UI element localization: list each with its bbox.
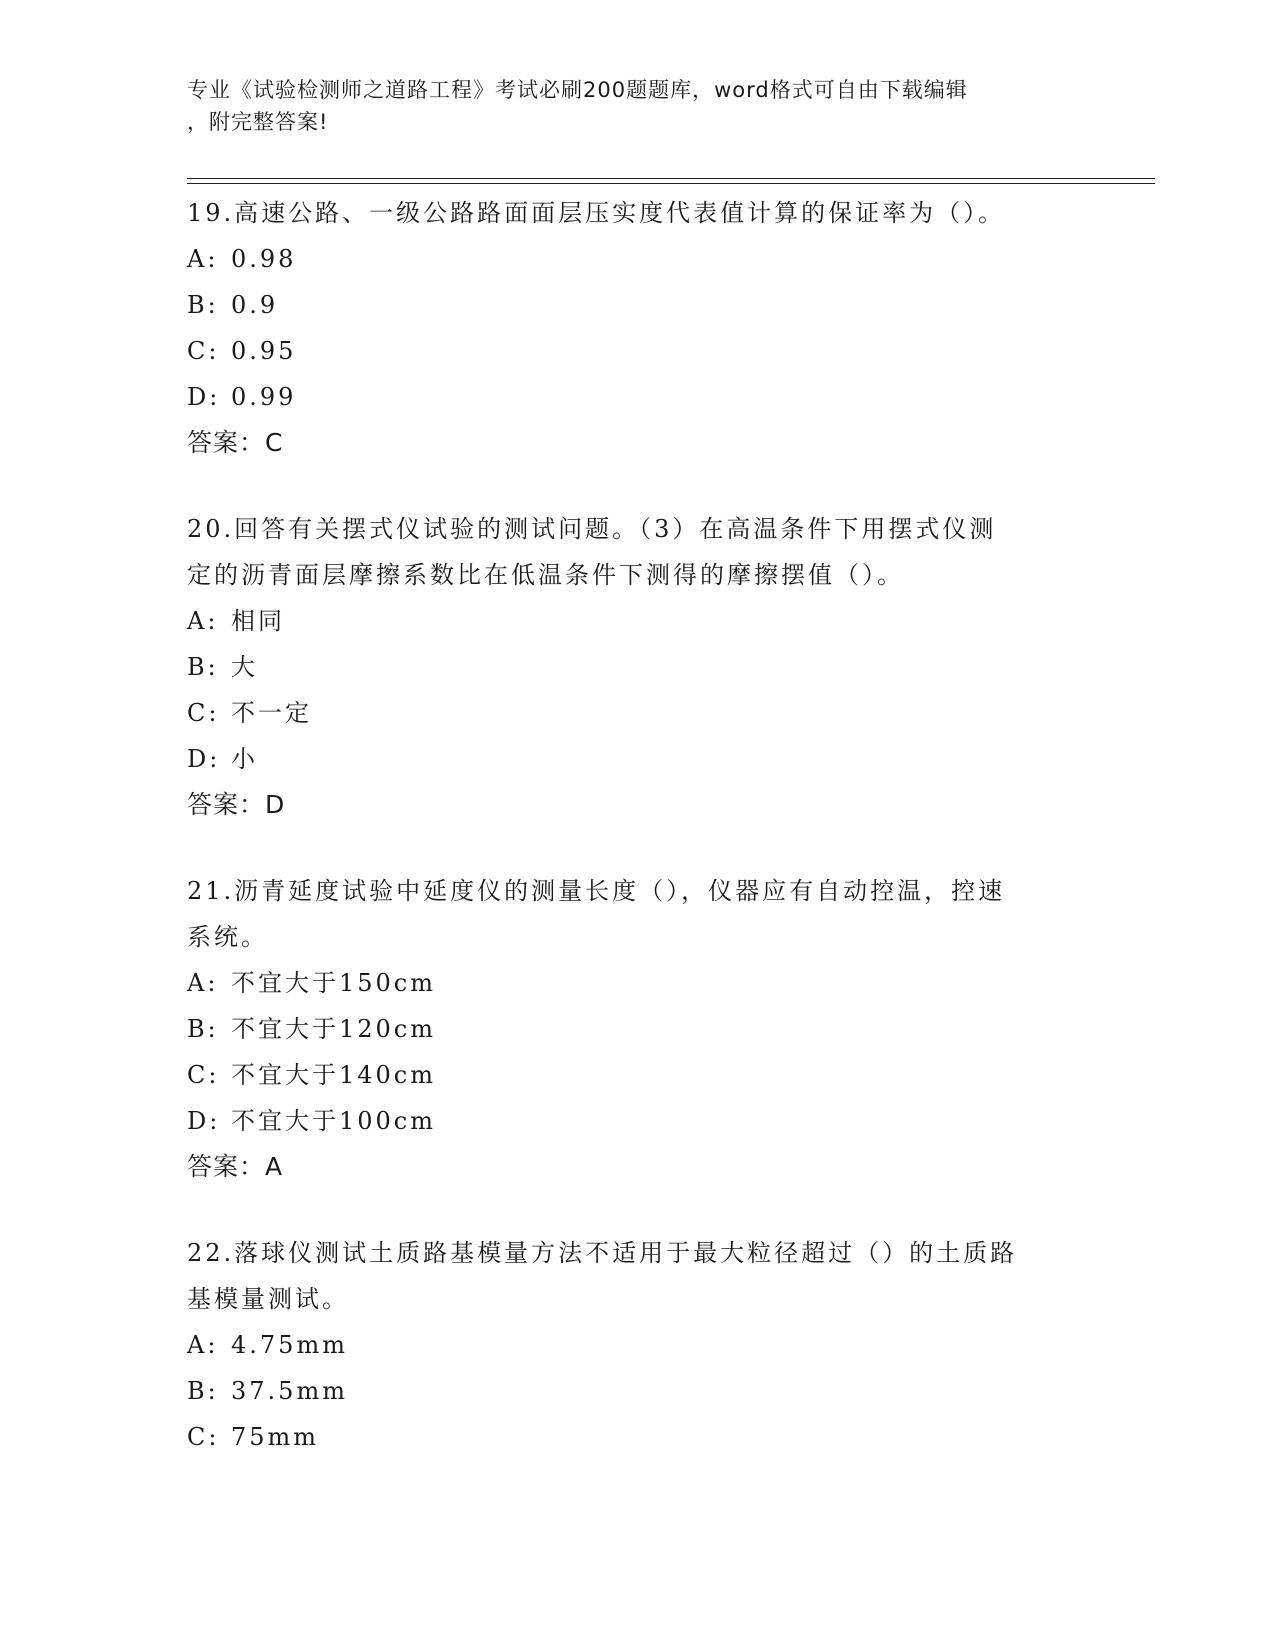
option-label: A: (187, 245, 219, 273)
option-text: 0.9 (231, 291, 279, 319)
option-row (187, 282, 1087, 328)
option-row (187, 598, 1087, 644)
header-line-1: 专业《试验检测师之道路工程》考试必刷200题题库，word格式可自由下载编辑 (187, 78, 968, 102)
question-block (187, 1230, 1087, 1460)
option-row (187, 1098, 1087, 1144)
option-label: C: (187, 1423, 220, 1451)
option-label: C: (187, 699, 220, 727)
option-row (187, 960, 1087, 1006)
option-text: 0.98 (231, 245, 297, 273)
option-label: A: (187, 1331, 219, 1359)
option-label: B: (187, 1377, 219, 1405)
header-divider-top (187, 178, 1155, 179)
option-label: B: (187, 291, 219, 319)
option-text: 相同 (231, 607, 285, 635)
option-row (187, 1322, 1087, 1368)
option-text: 不宜大于150cm (231, 969, 437, 997)
option-row (187, 236, 1087, 282)
header-divider-bottom (187, 183, 1155, 184)
question-list (187, 190, 1087, 1500)
option-row (187, 1006, 1087, 1052)
option-label: D: (187, 1107, 221, 1135)
question-stem-line: 22.落球仪测试土质路基模量方法不适用于最大粒径超过（）的土质路 (187, 1239, 1018, 1267)
option-text: 大 (231, 653, 258, 681)
question-stem-line: 定的沥青面层摩擦系数比在低温条件下测得的摩擦摆值（）。 (187, 561, 904, 589)
option-row (187, 1052, 1087, 1098)
option-text: 不一定 (231, 699, 312, 727)
option-text: 0.99 (231, 383, 297, 411)
question-stem-line: 20.回答有关摆式仪试验的测试问题。（3）在高温条件下用摆式仪测 (187, 515, 997, 543)
option-text: 0.95 (231, 337, 297, 365)
option-row (187, 328, 1087, 374)
option-row (187, 690, 1087, 736)
option-label: D: (187, 745, 221, 773)
option-text: 4.75mm (231, 1331, 348, 1359)
question-block (187, 190, 1087, 466)
option-text: 不宜大于120cm (231, 1015, 437, 1043)
answer-line: 答案：D (187, 790, 286, 819)
option-label: A: (187, 969, 219, 997)
question-stem-line: 基模量测试。 (187, 1285, 349, 1313)
option-text: 不宜大于100cm (231, 1107, 437, 1135)
option-row (187, 736, 1087, 782)
document-header (187, 74, 1067, 138)
option-label: B: (187, 1015, 219, 1043)
option-label: C: (187, 337, 220, 365)
option-row (187, 1368, 1087, 1414)
question-block (187, 506, 1087, 828)
option-label: C: (187, 1061, 220, 1089)
answer-line: 答案：A (187, 1152, 284, 1181)
option-row (187, 1414, 1087, 1460)
option-label: B: (187, 653, 219, 681)
option-label: A: (187, 607, 219, 635)
question-block (187, 868, 1087, 1190)
option-row (187, 374, 1087, 420)
question-stem-line: 21.沥青延度试验中延度仪的测量长度（），仪器应有自动控温，控速 (187, 877, 1006, 905)
option-text: 不宜大于140cm (231, 1061, 437, 1089)
option-label: D: (187, 383, 221, 411)
header-line-2: ，附完整答案! (187, 110, 329, 134)
question-stem-line: 系统。 (187, 923, 268, 951)
option-row (187, 644, 1087, 690)
question-stem-line: 19.高速公路、一级公路路面面层压实度代表值计算的保证率为（）。 (187, 199, 1006, 227)
answer-line: 答案：C (187, 428, 284, 457)
option-text: 75mm (231, 1423, 320, 1451)
option-text: 37.5mm (231, 1377, 348, 1405)
option-text: 小 (231, 745, 258, 773)
